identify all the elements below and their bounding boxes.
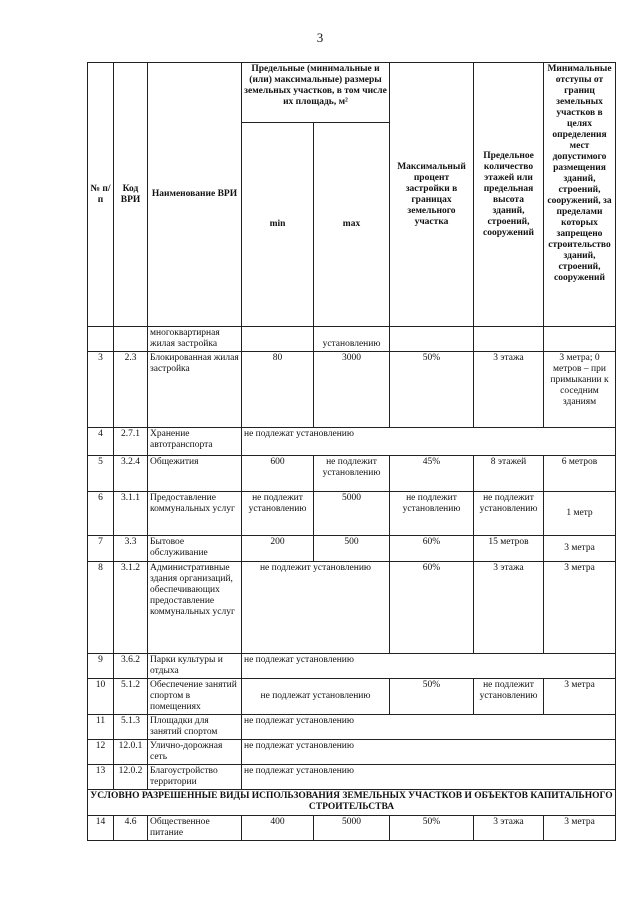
cell-floors: 8 этажей xyxy=(474,456,544,492)
cell-name: Благоустройство территории xyxy=(148,765,242,790)
table-row xyxy=(88,740,616,765)
table-row xyxy=(88,765,616,790)
header-area: Предельные (минимальные и (или) максимальные) размеры земельных участков, в том числе их площадь, м² xyxy=(242,63,390,123)
cell-merged: не подлежат установлению xyxy=(242,715,616,740)
section-row xyxy=(88,790,616,816)
cell-min: 600 xyxy=(242,456,314,492)
cell-floors: 3 этажа xyxy=(474,352,544,428)
cell-code: 2.7.1 xyxy=(114,428,148,456)
cell-code: 3.3 xyxy=(114,536,148,562)
cell-setback: 1 метр xyxy=(544,492,616,536)
cell-num: 9 xyxy=(88,654,114,679)
header-max: max xyxy=(314,123,390,327)
cell-max: не подлежит установлению xyxy=(314,456,390,492)
cell-code: 5.1.3 xyxy=(114,715,148,740)
cell-num: 10 xyxy=(88,679,114,715)
cell-pct: 50% xyxy=(390,816,474,841)
cell-code: 5.1.2 xyxy=(114,679,148,715)
cell-pct: 45% xyxy=(390,456,474,492)
cell-code: 12.0.2 xyxy=(114,765,148,790)
cell-name: Бытовое обслуживание xyxy=(148,536,242,562)
table-row xyxy=(88,327,616,352)
cell-num: 8 xyxy=(88,562,114,654)
header-setback: Минимальные отступы от границ земельных участков в целях определения мест допустимого размещения зданий, строений, сооружений, за пределами которых запрещено строительство зданий, строений, сооружений xyxy=(544,63,616,327)
cell-name: Улично-дорожная сеть xyxy=(148,740,242,765)
table-row xyxy=(88,492,616,536)
cell-code: 3.6.2 xyxy=(114,654,148,679)
cell-num: 7 xyxy=(88,536,114,562)
table-row xyxy=(88,428,616,456)
cell-floors: 15 метров xyxy=(474,536,544,562)
cell-max: 500 xyxy=(314,536,390,562)
cell-floors: не подлежит установлению xyxy=(474,492,544,536)
cell-code: 3.1.2 xyxy=(114,562,148,654)
zoning-table xyxy=(87,62,616,841)
cell-name: Площадки для занятий спортом xyxy=(148,715,242,740)
cell-num: 5 xyxy=(88,456,114,492)
cell-floors: не подлежит установлению xyxy=(474,679,544,715)
cell-pct: 50% xyxy=(390,679,474,715)
cell-setback: 3 метра xyxy=(544,562,616,654)
cell-max: 3000 xyxy=(314,352,390,428)
cell-num: 13 xyxy=(88,765,114,790)
header-min: min xyxy=(242,123,314,327)
cell-min: не подлежит установлению xyxy=(242,492,314,536)
table-row xyxy=(88,816,616,841)
cell-num: 3 xyxy=(88,352,114,428)
cell-pct: 60% xyxy=(390,562,474,654)
table-row xyxy=(88,654,616,679)
table-row xyxy=(88,562,616,654)
header-code: Код ВРИ xyxy=(114,63,148,327)
cell-name: Общежития xyxy=(148,456,242,492)
cell-name: Хранение автотранспорта xyxy=(148,428,242,456)
cell-code: 3.2.4 xyxy=(114,456,148,492)
cell-name: Общественное питание xyxy=(148,816,242,841)
cell-name: многоквартирная жилая застройка xyxy=(148,327,242,352)
cell-setback: 3 метра xyxy=(544,679,616,715)
header-floors: Предельное количество этажей или предельная высота зданий, строений, сооружений xyxy=(474,63,544,327)
cell-code: 3.1.1 xyxy=(114,492,148,536)
cell-pct: не подлежит установлению xyxy=(390,492,474,536)
header-num: № п/ п xyxy=(88,63,114,327)
cell-name: Обеспечение занятий спортом в помещениях xyxy=(148,679,242,715)
cell-floors: 3 этажа xyxy=(474,562,544,654)
table-row xyxy=(88,679,616,715)
cell-code: 12.0.1 xyxy=(114,740,148,765)
cell-max: 5000 xyxy=(314,816,390,841)
cell-name: Парки культуры и отдыха xyxy=(148,654,242,679)
cell-merged: не подлежат установлению xyxy=(242,654,616,679)
cell-name: Блокированная жилая застройка xyxy=(148,352,242,428)
cell-pct: 50% xyxy=(390,352,474,428)
cell-setback: 3 метра xyxy=(544,536,616,562)
table-row xyxy=(88,456,616,492)
cell-minmax: не подлежит установлению xyxy=(242,562,390,654)
header-name: Наименование ВРИ xyxy=(148,63,242,327)
cell-max: установлению xyxy=(314,327,390,352)
page-number: 3 xyxy=(316,30,324,45)
cell-code: 4.6 xyxy=(114,816,148,841)
table-row xyxy=(88,715,616,740)
cell-num: 14 xyxy=(88,816,114,841)
table-row xyxy=(88,536,616,562)
cell-min: 200 xyxy=(242,536,314,562)
table-row xyxy=(88,352,616,428)
cell-merged: не подлежат установлению xyxy=(242,428,616,456)
cell-num: 6 xyxy=(88,492,114,536)
cell-setback: 3 метра xyxy=(544,816,616,841)
cell-pct: 60% xyxy=(390,536,474,562)
cell-min: 80 xyxy=(242,352,314,428)
cell-max: 5000 xyxy=(314,492,390,536)
cell-setback: 6 метров xyxy=(544,456,616,492)
cell-floors: 3 этажа xyxy=(474,816,544,841)
cell-min: 400 xyxy=(242,816,314,841)
cell-name: Административные здания организаций, обеспечивающих предоставление коммунальных услуг xyxy=(148,562,242,654)
section-title: УСЛОВНО РАЗРЕШЕННЫЕ ВИДЫ ИСПОЛЬЗОВАНИЯ ЗЕМЕЛЬНЫХ УЧАСТКОВ И ОБЪЕКТОВ КАПИТАЛЬНОГО СТРОИТЕЛЬСТВА xyxy=(88,790,616,816)
cell-num: 11 xyxy=(88,715,114,740)
cell-merged: не подлежат установлению xyxy=(242,765,616,790)
cell-minmax: не подлежат установлению xyxy=(242,679,390,715)
cell-name: Предоставление коммунальных услуг xyxy=(148,492,242,536)
cell-num: 4 xyxy=(88,428,114,456)
header-build-pct: Максимальный процент застройки в границах земельного участка xyxy=(390,63,474,327)
cell-code: 2.3 xyxy=(114,352,148,428)
cell-setback: 3 метра; 0 метров – при примыкании к соседним зданиям xyxy=(544,352,616,428)
cell-merged: не подлежат установлению xyxy=(242,740,616,765)
cell-num: 12 xyxy=(88,740,114,765)
